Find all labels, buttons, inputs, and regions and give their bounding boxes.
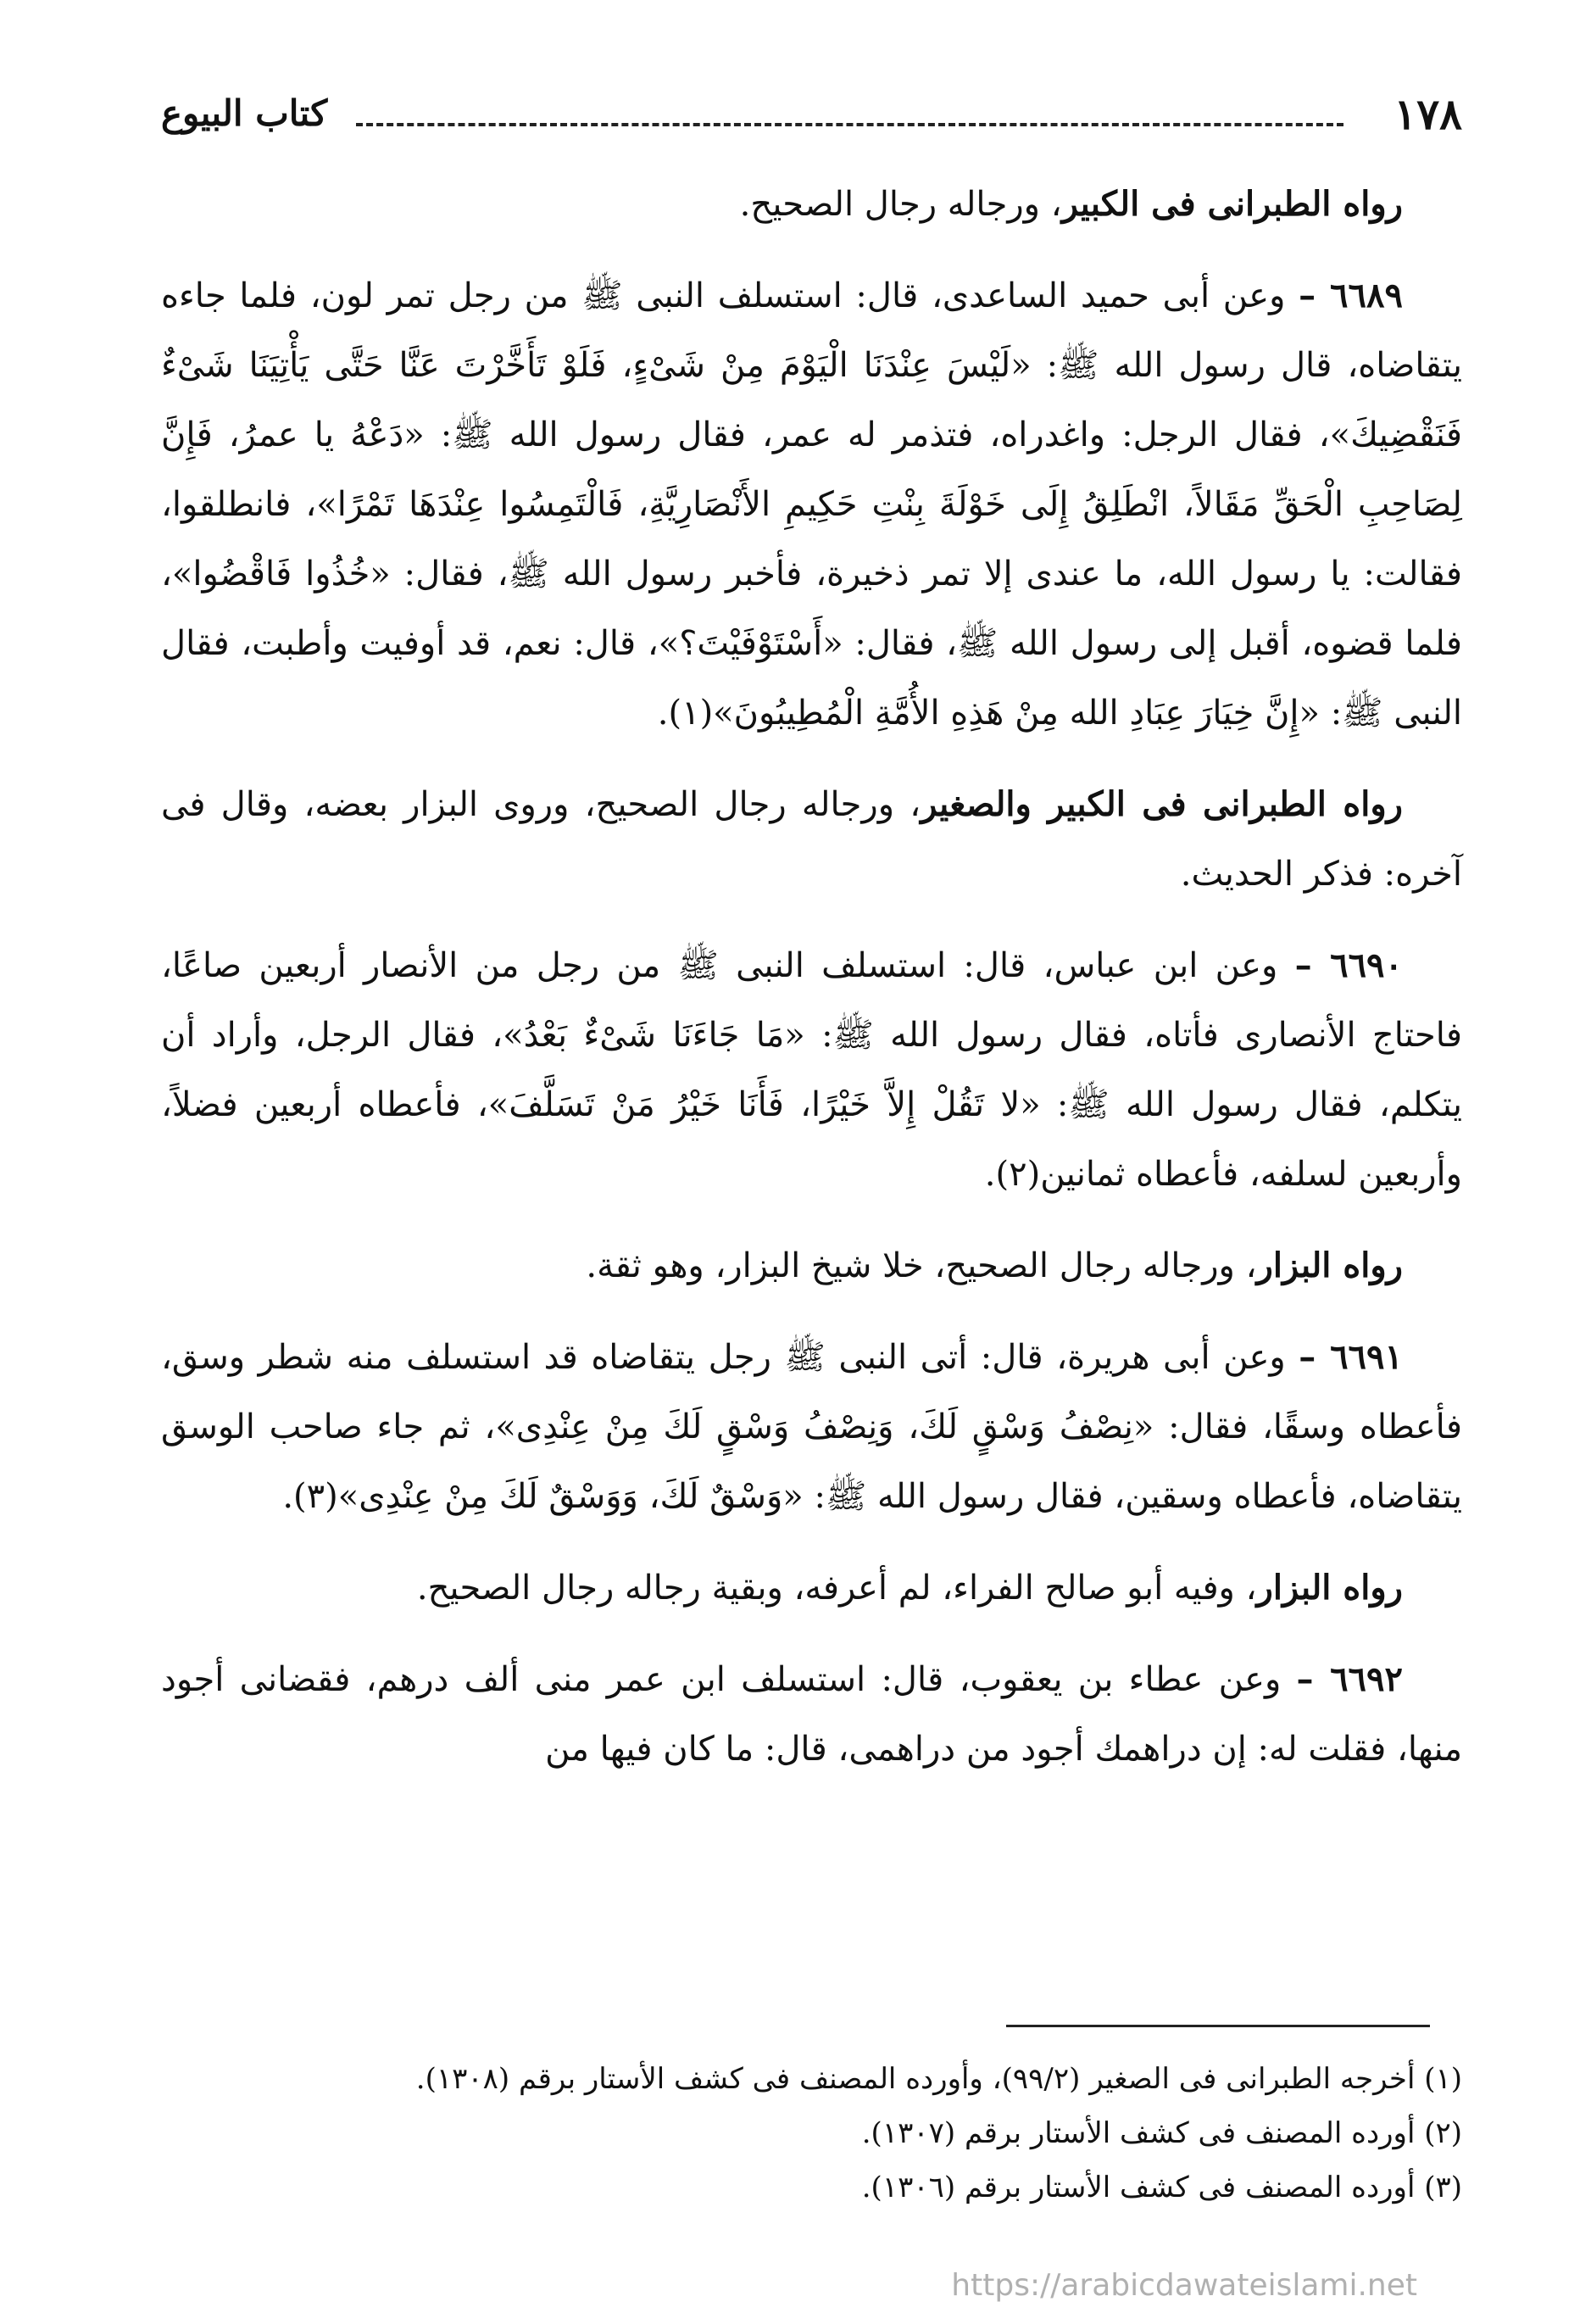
hadith-number: ٦٦٩٠ –	[1294, 945, 1404, 985]
page-number: ١٧٨	[1394, 89, 1462, 139]
footnotes	[161, 2052, 1462, 2215]
source-attribution: رواه البزار	[1256, 1246, 1403, 1285]
paragraph-text: وعن ابن عباس، قال: استسلف النبى ﷺ من رجل من الأنصار أربعين صاعًا، فاحتاج الأنصارى فأتاه، فقال رسول الله ﷺ: «مَا جَاءَنَا شَىْءٌ بَعْدُ»، فقال الرجل، وأراد أن يتكلم، فقال رسول الله ﷺ: «لا تَقُلْ إِلاَّ خَيْرًا، فَأَنَا خَيْرُ مَنْ تَسَلَّفَ»، فأعطاه أربعين فضلاً، وأربعين لسلفه، فأعطاه ثمانين(٢).	[161, 946, 1462, 1194]
main-text	[161, 170, 1462, 1806]
paragraph-text: وعن أبى حميد الساعدى، قال: استسلف النبى ﷺ من رجل تمر لون، فلما جاءه يتقاضاه، قال رسول الله ﷺ: «لَيْسَ عِنْدَنَا الْيَوْمَ مِنْ شَىْءٍ، فَلَوْ تَأَخَّرْتَ عَنَّا حَتَّى يَأْتِيَنَا شَىْءٌ فَنَقْضِيكَ»، فقال الرجل: واغدراه، فتذمر له عمر، فقال رسول الله ﷺ: «دَعْهُ يا عمرُ، فَإِنَّ لِصَاحِبِ الْحَقِّ مَقَالاً، انْطَلِقُ إِلَى خَوْلَةَ بِنْتِ حَكِيمِ الأَنْصَارِيَّةِ، فَالْتَمِسُوا عِنْدَهَا تَمْرًا»، فانطلقوا، فقالت: يا رسول الله، ما عندى إلا تمر ذخيرة، فأخبر رسول الله ﷺ، فقال: «خُذُوا فَاقْضُوا»، فلما قضوه، أقبل إلى رسول الله ﷺ، فقال: «أَسْتَوْفَيْتَ؟»، قال: نعم، قد أوفيت وأطبت، فقال النبى ﷺ: «إِنَّ خِيَارَ عِبَادِ الله مِنْ هَذِهِ الأُمَّةِ الْمُطِيبُونَ»(١).	[161, 276, 1463, 733]
footnote-separator	[1006, 2025, 1430, 2027]
source-attribution: رواه الطبرانى فى الكبير	[1061, 184, 1403, 224]
paragraph-text: وعن أبى هريرة، قال: أتى النبى ﷺ رجل يتقاضاه قد استسلف منه شطر وسق، فأعطاه وسقًا، فقال: «نِصْفُ وَسْقٍ لَكَ، وَنِصْفُ وَسْقٍ لَكَ مِنْ عِنْدِى»، ثم جاء صاحب الوسق يتقاضاه، فأعطاه وسقين، فقال رسول الله ﷺ: «وَسْقٌ لَكَ، وَوَسْقٌ لَكَ مِنْ عِنْدِى»(٣).	[161, 1338, 1462, 1516]
hadith-number: ٦٦٩١ –	[1299, 1337, 1403, 1377]
source-attribution: رواه البزار	[1256, 1568, 1403, 1608]
footnote-3: (٣) أورده المصنف فى كشف الأستار برقم (١٣٠٦).	[861, 2171, 1462, 2204]
hadith-paragraph	[161, 1323, 1462, 1531]
paragraph-text: ، وفيه أبو صالح الفراء، لم أعرفه، وبقية رجاله رجال الصحيح.	[416, 1569, 1257, 1608]
book-title: كتاب البيوع	[161, 92, 328, 134]
source-note	[161, 770, 1462, 909]
source-note	[161, 1553, 1462, 1623]
watermark-url: https://arabicdawateislami.net	[951, 2268, 1417, 2303]
hadith-paragraph	[161, 1645, 1462, 1784]
source-note	[161, 170, 1462, 239]
paragraph-text: ، ورجاله رجال الصحيح، وروى البزار بعضه، وقال فى آخره: فذكر الحديث.	[161, 785, 1462, 894]
hadith-paragraph	[161, 261, 1462, 748]
hadith-paragraph	[161, 931, 1462, 1209]
header-dashed-rule	[356, 123, 1343, 126]
page-header	[161, 89, 1462, 148]
paragraph-text: وعن عطاء بن يعقوب، قال: استسلف ابن عمر منى ألف درهم، فقضانى أجود منها، فقلت له: إن دراهمك أجود من دراهمى، قال: ما كان فيها من	[161, 1660, 1462, 1769]
footnote-1: (١) أخرجه الطبرانى فى الصغير (٩٩/٢)، وأورده المصنف فى كشف الأستار برقم (١٣٠٨).	[415, 2062, 1462, 2096]
paragraph-text: ، ورجاله رجال الصحيح.	[739, 185, 1062, 224]
footnote-2: (٢) أورده المصنف فى كشف الأستار برقم (١٣٠٧).	[861, 2116, 1462, 2150]
source-attribution: رواه الطبرانى فى الكبير والصغير	[921, 784, 1403, 824]
source-note	[161, 1231, 1462, 1301]
paragraph-text: ، ورجاله رجال الصحيح، خلا شيخ البزار، وهو ثقة.	[586, 1246, 1257, 1285]
hadith-number: ٦٦٨٩ –	[1299, 276, 1403, 315]
hadith-number: ٦٦٩٢ –	[1296, 1659, 1403, 1699]
